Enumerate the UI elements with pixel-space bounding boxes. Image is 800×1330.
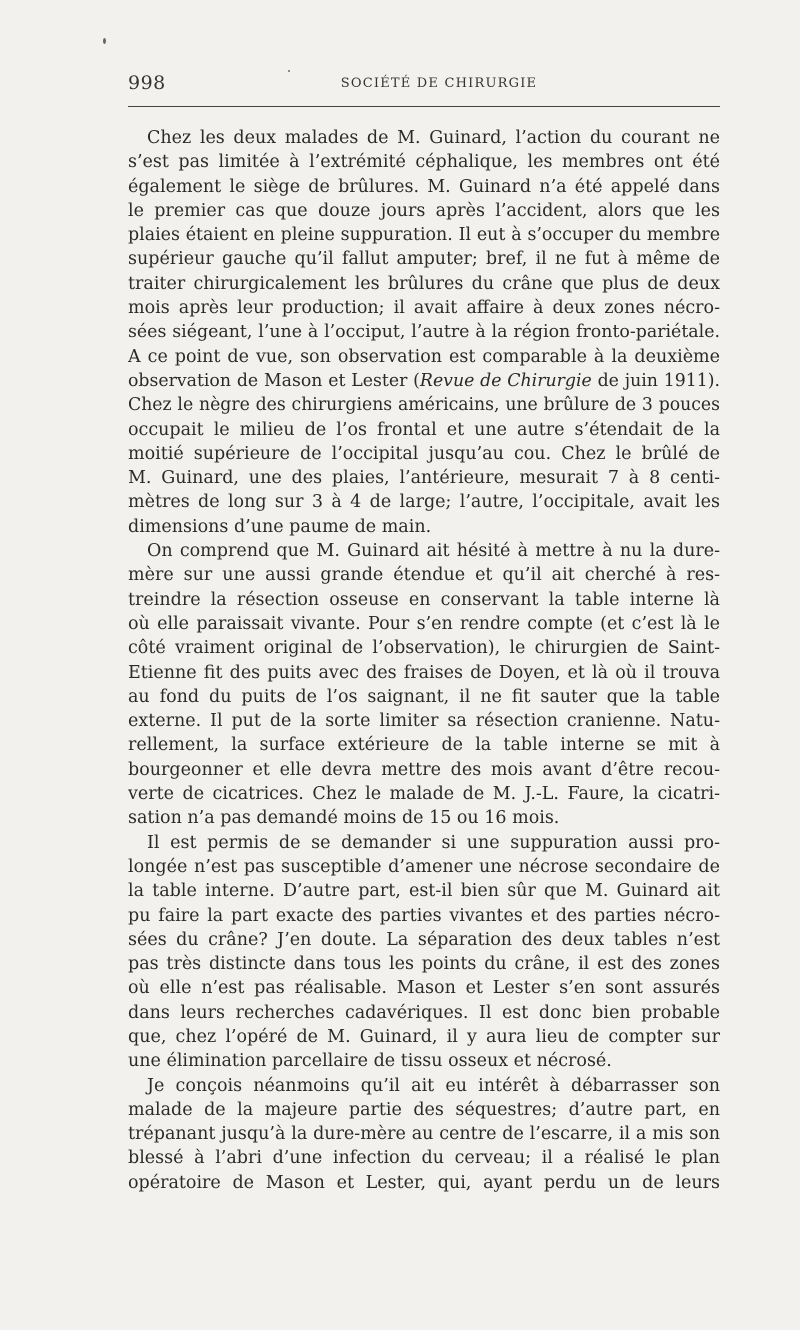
text-line: externe. Il put de la sorte limiter sa résection cranienne. Natu- bbox=[128, 711, 720, 732]
text-line: Chez le nègre des chirurgiens américains, une brûlure de 3 pouces bbox=[128, 395, 720, 416]
paragraph-2 bbox=[128, 539, 720, 831]
text-line: plaies étaient en pleine suppuration. Il eut à s’occuper du membre bbox=[128, 225, 720, 246]
text-line: pu faire la part exacte des parties vivantes et des parties nécro- bbox=[128, 905, 720, 926]
text-line: que, chez l’opéré de M. Guinard, il y aura lieu de compter sur bbox=[128, 1026, 720, 1047]
text-line: sées du crâne? J’en doute. La séparation des deux tables n’est bbox=[128, 929, 720, 950]
text-line: au fond du puits de l’os saignant, il ne fit sauter que la table bbox=[128, 686, 720, 707]
text-line: moitié supérieure de l’occipital jusqu’au cou. Chez le brûlé de bbox=[128, 443, 720, 464]
text-line: On comprend que M. Guinard ait hésité à mettre à nu la dure- bbox=[147, 541, 720, 562]
paragraph-1 bbox=[128, 126, 720, 539]
paragraph-4 bbox=[128, 1074, 720, 1195]
text-fragment: observation de Mason et Lester ( bbox=[128, 370, 420, 391]
body-text bbox=[128, 126, 720, 1195]
text-line: côté vraiment original de l’observation), le chirurgien de Saint- bbox=[128, 638, 720, 659]
text-line: blessé à l’abri d’une infection du cerveau; il a réalisé le plan bbox=[128, 1148, 720, 1169]
text-line: longée n’est pas susceptible d’amener une nécrose secondaire de bbox=[128, 856, 720, 877]
text-line: Etienne fit des puits avec des fraises de Doyen, et là où il trouva bbox=[128, 662, 720, 683]
text-line: sation n’a pas demandé moins de 15 ou 16 mois. bbox=[128, 808, 560, 829]
print-speck bbox=[103, 38, 106, 44]
journal-title: Revue de Chirurgie bbox=[419, 370, 592, 391]
text-line: dimensions d’une paume de main. bbox=[128, 516, 432, 537]
text-line: pas très distincte dans tous les points du crâne, il est des zones bbox=[128, 954, 720, 975]
text-line: Je conçois néanmoins qu’il ait eu intérêt à débarrasser son bbox=[147, 1075, 720, 1096]
text-line-with-citation bbox=[128, 369, 720, 393]
text-line: Il est permis de se demander si une suppuration aussi pro- bbox=[147, 832, 720, 853]
text-line: verte de cicatrices. Chez le malade de M. J.-L. Faure, la cicatri- bbox=[128, 784, 720, 805]
header-rule bbox=[128, 106, 720, 107]
text-line: malade de la majeure partie des séquestres; d’autre part, en bbox=[128, 1099, 720, 1120]
text-line: bourgeonner et elle devra mettre des mois avant d’être recou- bbox=[128, 759, 720, 780]
text-line: mètres de long sur 3 à 4 de large; l’autre, l’occipitale, avait les bbox=[128, 492, 720, 513]
text-line: sées siégeant, l’une à l’occiput, l’autre à la région fronto-pariétale. bbox=[128, 322, 720, 343]
text-line: M. Guinard, une des plaies, l’antérieure, mesurait 7 à 8 centi- bbox=[128, 468, 720, 489]
text-line: le premier cas que douze jours après l’accident, alors que les bbox=[128, 200, 720, 221]
text-line: une élimination parcellaire de tissu osseux et nécrosé. bbox=[128, 1051, 612, 1072]
text-line: mois après leur production; il avait affaire à deux zones nécro- bbox=[128, 298, 720, 319]
text-line: A ce point de vue, son observation est comparable à la deuxième bbox=[128, 346, 720, 367]
page-number: 998 bbox=[128, 72, 166, 94]
page-header bbox=[128, 72, 720, 96]
text-line: supérieur gauche qu’il fallut amputer; bref, il ne fut à même de bbox=[128, 249, 720, 270]
text-line: rellement, la surface extérieure de la table interne se mit à bbox=[128, 735, 720, 756]
running-head: SOCIÉTÉ DE CHIRURGIE bbox=[340, 76, 538, 91]
text-fragment: de juin 1911). bbox=[591, 370, 720, 391]
text-line: Chez les deux malades de M. Guinard, l’action du courant ne bbox=[147, 128, 720, 148]
text-line: treindre la résection osseuse en conservant la table interne là bbox=[128, 589, 720, 610]
text-line: dans leurs recherches cadavériques. Il est donc bien probable bbox=[128, 1002, 720, 1023]
text-line: la table interne. D’autre part, est-il bien sûr que M. Guinard ait bbox=[128, 881, 720, 902]
text-line: opératoire de Mason et Lester, qui, ayant perdu un de leurs bbox=[128, 1172, 720, 1193]
text-line: également le siège de brûlures. M. Guinard n’a été appelé dans bbox=[128, 176, 720, 197]
text-line: traiter chirurgicalement les brûlures du crâne que plus de deux bbox=[128, 273, 720, 294]
text-line: s’est pas limitée à l’extrémité céphalique, les membres ont été bbox=[128, 152, 720, 173]
paragraph-3 bbox=[128, 831, 720, 1074]
text-line: où elle n’est pas réalisable. Mason et Lester s’en sont assurés bbox=[128, 978, 720, 999]
text-line: mère sur une aussi grande étendue et qu’il ait cherché à res- bbox=[128, 565, 720, 586]
text-line: où elle paraissait vivante. Pour s’en rendre compte (et c’est là le bbox=[128, 613, 720, 634]
text-line: occupait le milieu de l’os frontal et une autre s’étendait de la bbox=[128, 419, 720, 440]
text-line: trépanant jusqu’à la dure-mère au centre de l’escarre, il a mis son bbox=[128, 1124, 720, 1145]
